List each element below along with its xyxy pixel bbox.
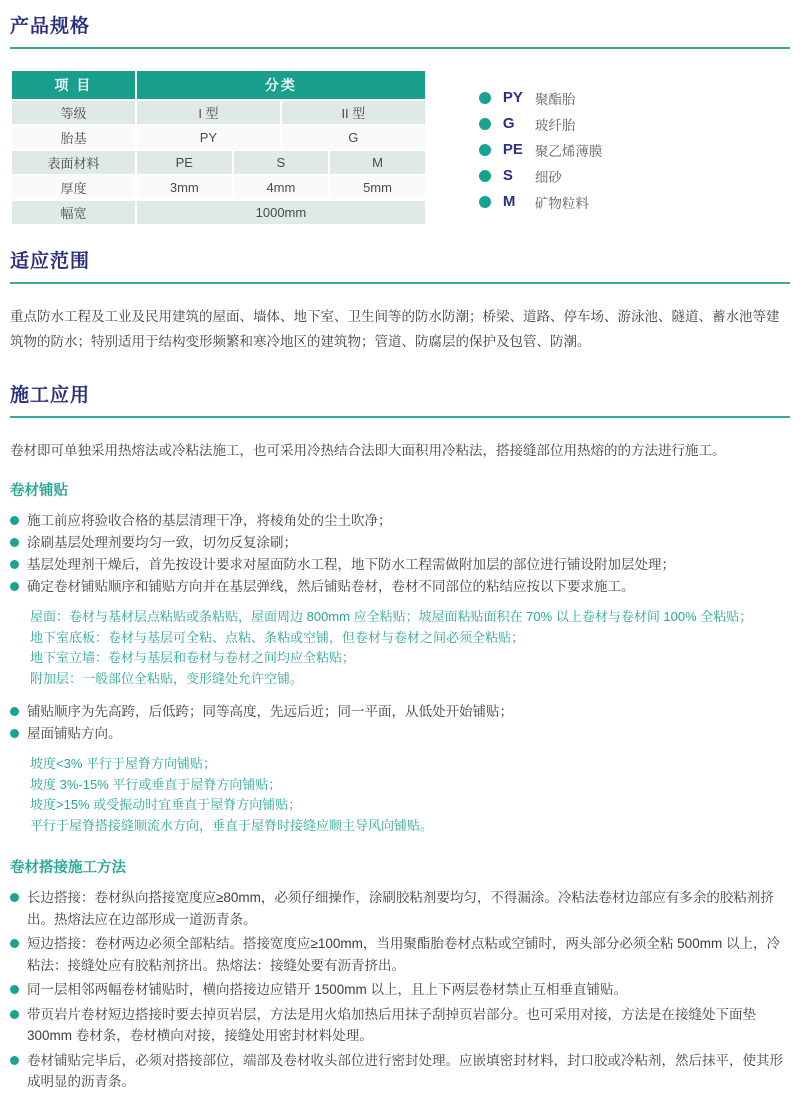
scope-title: 适应范围: [10, 251, 91, 272]
bullet-text: 基层处理剂干燥后，首先按设计要求对屋面防水工程，地下防水工程需做附加层的部位进行铺设附加层处理；: [27, 557, 675, 572]
table-cell: PE: [136, 150, 233, 175]
table-row-label: 厚度: [11, 175, 136, 200]
bullet-dot-icon: [10, 516, 19, 525]
bullet-text: 确定卷材铺贴顺序和铺贴方向并在基层弹线，然后铺贴卷材，卷材不同部位的粘结应按以下要求施工。: [27, 579, 635, 594]
table-row-label: 表面材料: [11, 150, 136, 175]
legend-code: M: [502, 193, 516, 210]
bullet-dot-icon: [10, 939, 19, 948]
table-row-label: 幅宽: [11, 200, 136, 225]
laying-bullet-list-1: [10, 510, 790, 597]
bullet-dot-icon: [10, 707, 19, 716]
legend-desc: 细砂: [534, 169, 562, 185]
bullet-text: 涂刷基层处理剂要均匀一致，切勿反复涂刷；: [27, 535, 297, 550]
table-cell: 1000mm: [136, 200, 426, 225]
section-product-spec: [10, 16, 790, 226]
legend-item: [479, 90, 603, 105]
bullet-text: 施工前应将验收合格的基层清理干净，将棱角处的尘土吹净；: [27, 513, 392, 528]
legend-dot-icon: [479, 118, 491, 130]
note-line: 附加层：一般部位全粘贴，变形缝处允许空铺。: [30, 670, 304, 686]
bullet-text: 铺贴顺序为先高跨，后低跨；同等高度，先远后近；同一平面，从低处开始铺贴；: [27, 704, 513, 719]
table-cell: I 型: [136, 100, 281, 125]
note-line: 屋面：卷材与基材层点粘贴或条粘贴，屋面周边 800mm 应全粘贴；坡屋面粘贴面积在 70% 以上卷材与卷材间 100% 全粘贴；: [30, 609, 753, 624]
legend-desc: 矿物粒料: [534, 195, 589, 211]
bullet-dot-icon: [10, 893, 19, 902]
bullet-item: [10, 723, 790, 744]
bullet-item: [10, 887, 790, 930]
legend-dot-icon: [479, 144, 491, 156]
table-cell: 4mm: [233, 175, 330, 200]
note-line: 坡度<3% 平行于屋脊方向铺贴；: [30, 756, 216, 771]
section-divider: [10, 47, 790, 49]
legend-item: [479, 142, 603, 157]
section-divider: [10, 416, 790, 418]
table-cell: II 型: [281, 100, 426, 125]
table-header-row: [11, 70, 426, 100]
note-line: 地下室立墙：卷材与基层和卷材与卷材之间均应全粘贴；: [30, 650, 356, 665]
note-line: 坡度 3%-15% 平行或垂直于屋脊方向铺贴；: [30, 776, 282, 792]
bullet-item: [10, 1050, 790, 1093]
legend: [479, 69, 603, 220]
legend-code: G: [502, 115, 515, 132]
section-scope: [10, 251, 790, 354]
bullet-text: 带页岩片卷材短边搭接时要去掉页岩层，方法是用火焰加热后用抹子刮掉页岩部分。也可采用对接，方法是在接缝处下面垫 300mm 卷材条，卷材横向对接，接缝处用密封材料处理。: [27, 1006, 756, 1043]
note-line: 坡度>15% 或受振动时宜垂直于屋脊方向铺贴；: [30, 797, 302, 812]
legend-item: [479, 194, 603, 209]
table-header-category: 分类: [136, 70, 426, 100]
legend-desc: 聚乙烯薄膜: [534, 143, 603, 159]
legend-desc: 玻纤胎: [534, 117, 576, 133]
table-cell: M: [329, 150, 426, 175]
laying-notes-2: [10, 754, 790, 836]
note-line: 地下室底板：卷材与基层可全粘、点粘、条粘或空铺，但卷材与卷材之间必须全粘贴；: [30, 629, 525, 645]
bullet-dot-icon: [10, 1010, 19, 1019]
table-row: [11, 125, 426, 150]
table-cell: 5mm: [329, 175, 426, 200]
section-application: [10, 385, 790, 1093]
bullet-dot-icon: [10, 538, 19, 547]
legend-dot-icon: [479, 196, 491, 208]
legend-desc: 聚酯胎: [534, 91, 576, 107]
table-header-item: 项 目: [11, 70, 136, 100]
legend-dot-icon: [479, 92, 491, 104]
table-cell: 3mm: [136, 175, 233, 200]
lapping-bullet-list: [10, 887, 790, 1093]
bullet-dot-icon: [10, 985, 19, 994]
bullet-item: [10, 1004, 790, 1047]
scope-text: 重点防水工程及工业及民用建筑的屋面、墙体、地下室、卫生间等的防水防潮；桥梁、道路、停车场、游泳池、隧道、蓄水池等建筑物的防水；特别适用于结构变形频繁和寒冷地区的建筑物；管道、防腐层的保护及包管、防潮。: [10, 309, 780, 349]
bullet-item: [10, 979, 790, 1001]
bullet-item: [10, 532, 790, 553]
bullet-item: [10, 576, 790, 597]
legend-code: PE: [502, 141, 523, 158]
page-title: 产品规格: [10, 16, 91, 37]
table-row-label: 胎基: [11, 125, 136, 150]
subsection-laying-title: 卷材铺贴: [10, 483, 68, 499]
legend-item: [479, 168, 603, 183]
legend-dot-icon: [479, 170, 491, 182]
subsection-lapping-title: 卷材搭接施工方法: [10, 860, 126, 876]
bullet-text: 同一层相邻两幅卷材铺贴时，横向搭接边应错开 1500mm 以上，且上下两层卷材禁止互相垂直铺贴。: [27, 982, 628, 997]
bullet-dot-icon: [10, 560, 19, 569]
bullet-text: 卷材铺贴完毕后，必须对搭接部位，端部及卷材收头部位进行密封处理。应嵌填密封材料，封口胶或冷粘剂，然后抹平，使其形成明显的沥青条。: [27, 1052, 783, 1089]
table-row-label: 等级: [11, 100, 136, 125]
table-cell: G: [281, 125, 426, 150]
application-intro: 卷材即可单独采用热熔法或冷粘法施工，也可采用冷热结合法即大面积用冷粘法，搭接缝部位用热熔的的方法进行施工。: [10, 443, 726, 458]
table-cell: PY: [136, 125, 281, 150]
note-line: 平行于屋脊搭接缝顺流水方向，垂直于屋脊时接缝应顺主导风向铺贴。: [30, 817, 434, 833]
legend-code: PY: [502, 89, 523, 106]
bullet-item: [10, 701, 790, 722]
table-row: [11, 150, 426, 175]
bullet-text: 短边搭接：卷材两边必须全部粘结。搭接宽度应≥100mm，当用聚酯胎卷材点粘或空铺时，两头部分必须全粘 500mm 以上，冷粘法：接缝处应有胶粘剂挤出。热熔法：接缝处要有沥青挤出。: [27, 936, 780, 973]
table-cell: S: [233, 150, 330, 175]
table-row: [11, 200, 426, 225]
bullet-item: [10, 510, 790, 531]
spec-content: [10, 69, 790, 226]
bullet-text: 长边搭接：卷材纵向搭接宽度应≥80mm，必须仔细操作，涂刷胶粘剂要均匀，不得漏涂。冷粘法卷材边部应有多余的胶粘剂挤出。热熔法应在边部形成一道沥青条。: [27, 890, 774, 927]
spec-table: [10, 69, 427, 226]
section-divider: [10, 282, 790, 284]
laying-notes-1: [10, 607, 790, 689]
table-row: [11, 175, 426, 200]
bullet-dot-icon: [10, 582, 19, 591]
bullet-dot-icon: [10, 1056, 19, 1065]
application-title: 施工应用: [10, 385, 91, 406]
bullet-text: 屋面铺贴方向。: [27, 726, 122, 741]
bullet-dot-icon: [10, 729, 19, 738]
bullet-item: [10, 554, 790, 575]
bullet-item: [10, 933, 790, 976]
table-row: [11, 100, 426, 125]
legend-code: S: [502, 167, 513, 184]
laying-bullet-list-2: [10, 701, 790, 744]
legend-item: [479, 116, 603, 131]
